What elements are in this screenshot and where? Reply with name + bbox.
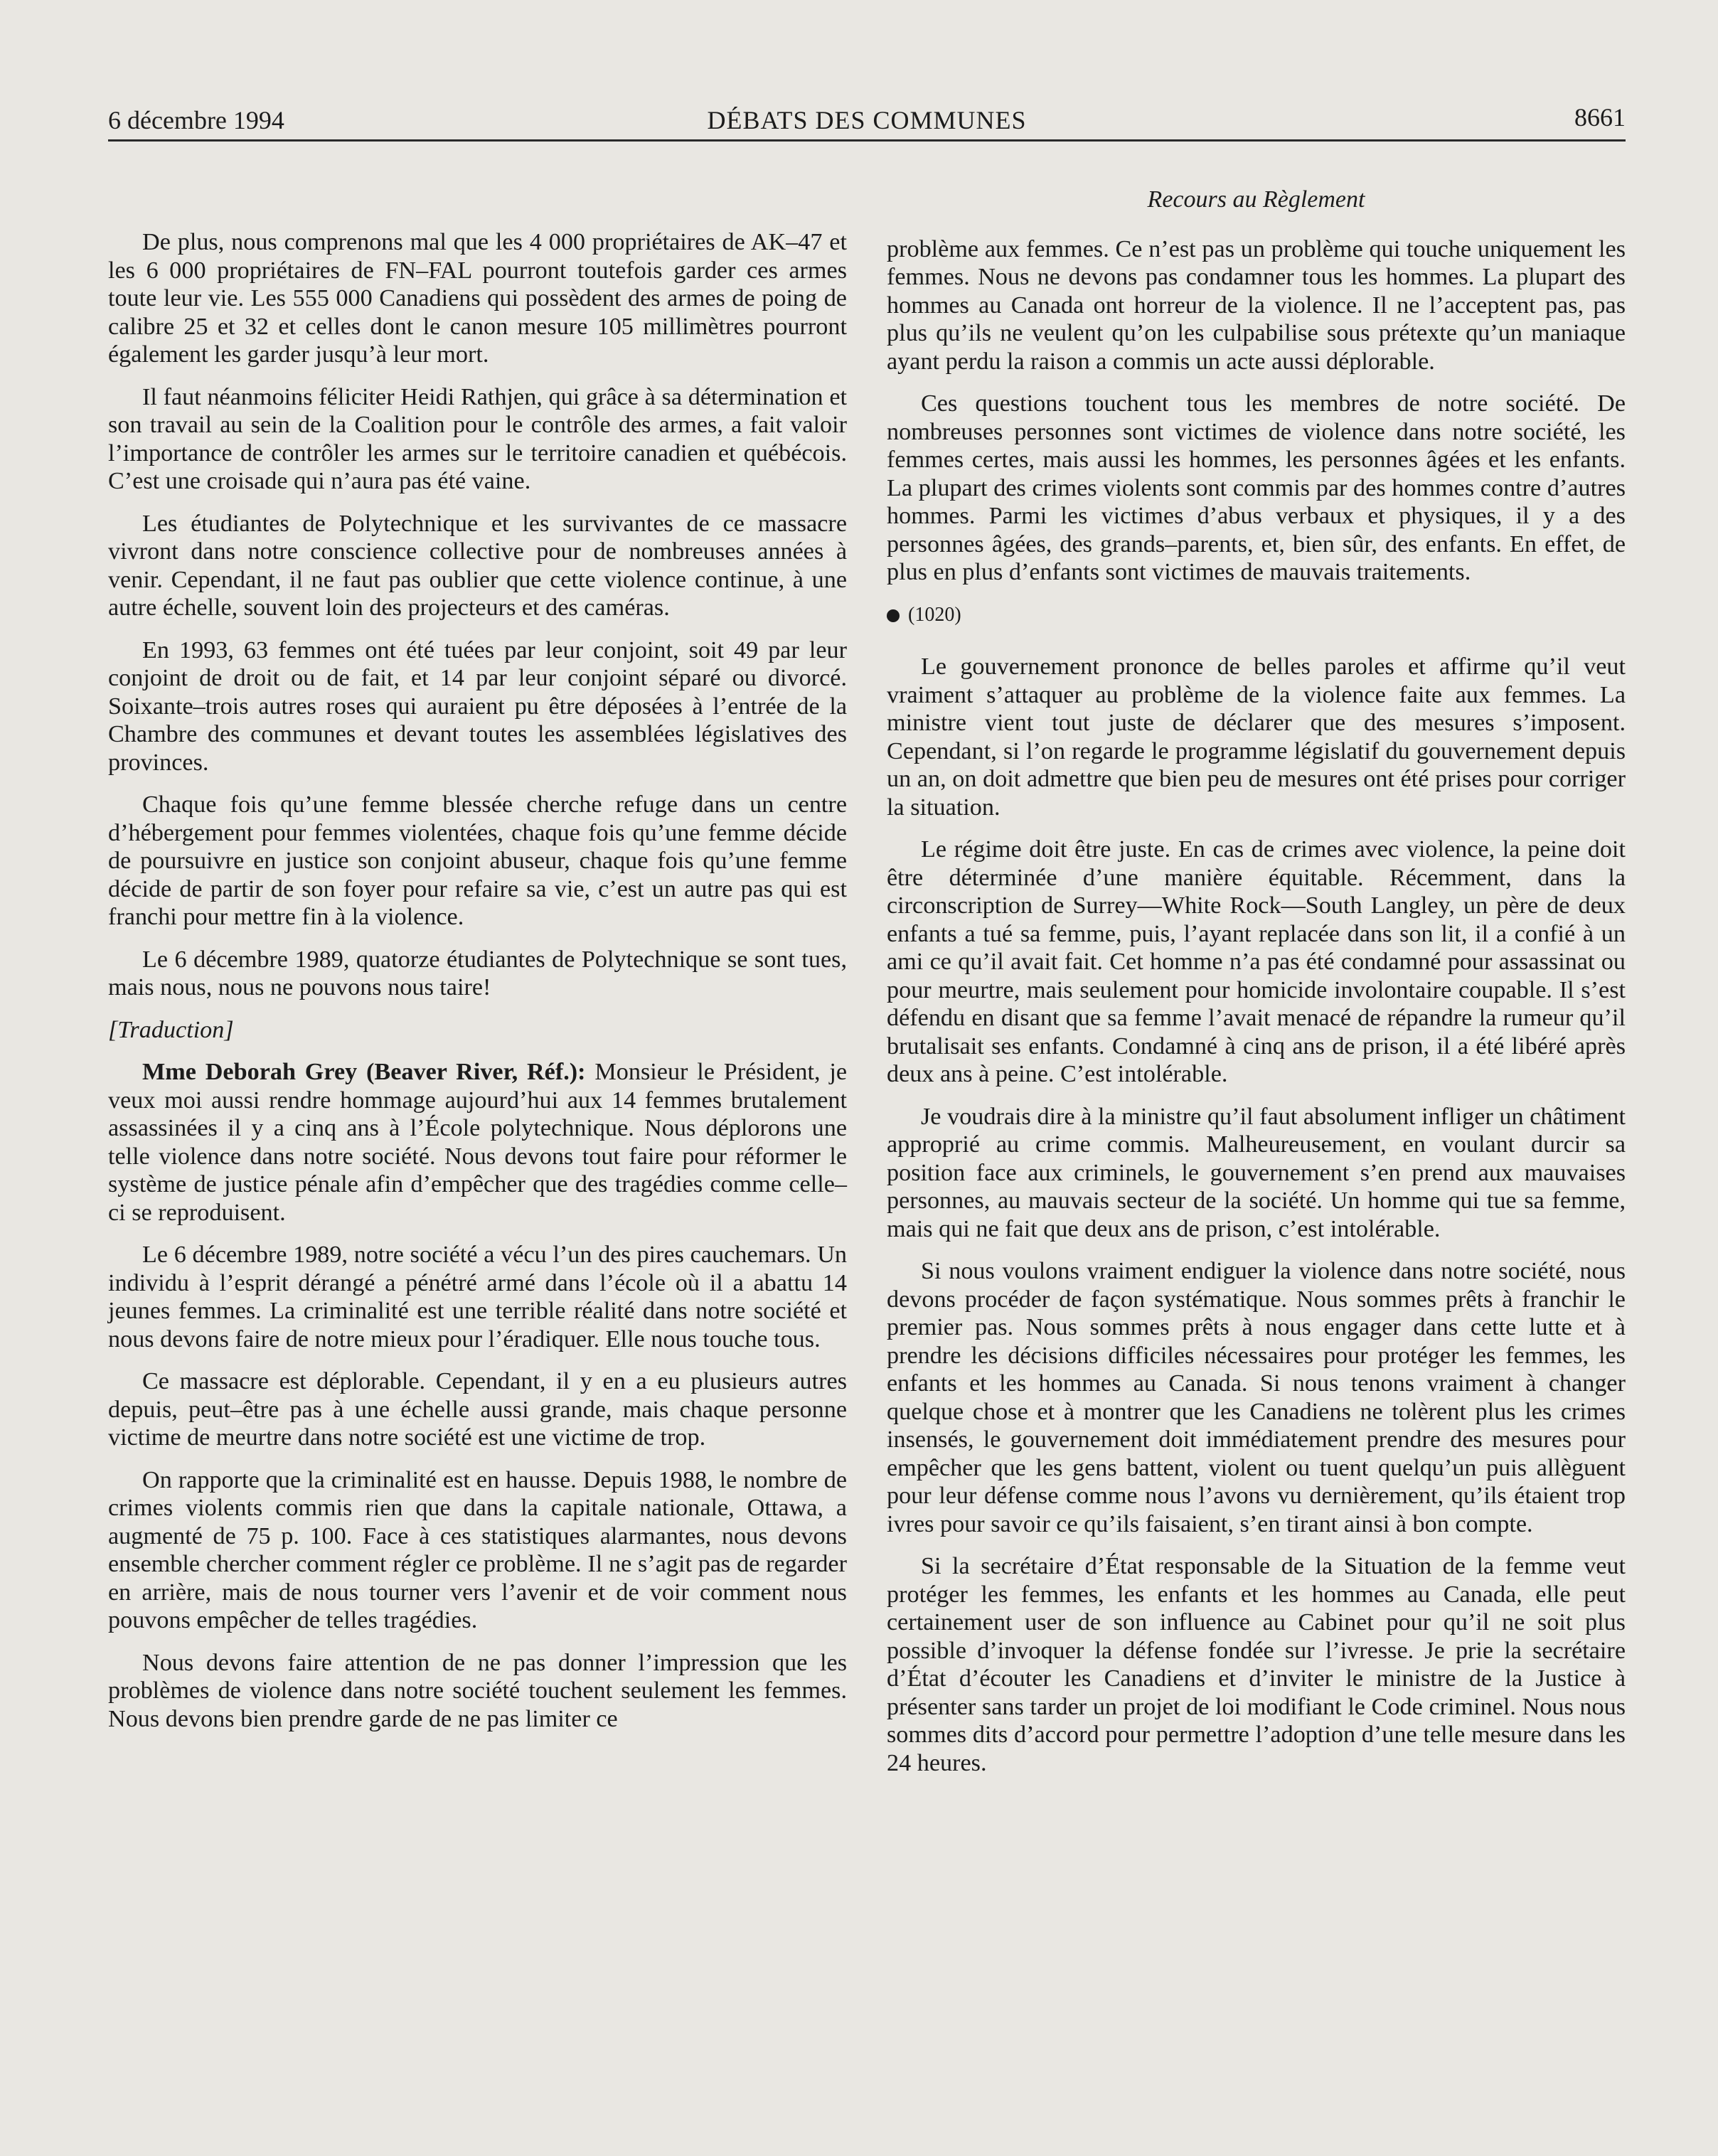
header-date: 6 décembre 1994 <box>108 106 284 134</box>
paragraph: Le 6 décembre 1989, quatorze étudiantes de Polytechnique se sont tues, mais nous, nous ne pouvons nous taire! <box>108 946 847 1000</box>
paragraph: Le régime doit être juste. En cas de crimes avec violence, la peine doit être déterminée d’une manière équitable. Récemment, dans la circonscription de Surrey—White Rock—South Langley, un père de deux enfants a tué sa femme, puis, l’ayant replacée dans son lit, il a confié à un ami ce qu’il avait fait. Cet homme n’a pas été condamné pour assassinat ou pour meurtre, mais seulement pour homicide involontaire coupable. Il s’est défendu en disant que sa femme l’avait menacé de répandre la rumeur qu’il brutalisait ses enfants. Condamné à cinq ans de prison, il a été libéré après deux ans à peine. C’est intolérable. <box>887 836 1626 1087</box>
speaker-name: Mme Deborah Grey (Beaver River, Réf.): <box>142 1059 586 1085</box>
page-header <box>108 100 1626 142</box>
paragraph: On rapporte que la criminalité est en hausse. Depuis 1988, le nombre de crimes violents commis rien que dans la capitale nationale, Ottawa, a augmenté de 75 p. 100. Face à ces statistiques alarmantes, nous devons ensemble chercher comment régler ce problème. Il ne s’agit pas de regarder en arrière, mais de nous tourner vers l’avenir et de voir comment nous pouvons empêcher de telles tragédies. <box>108 1466 847 1633</box>
timestamp-text: (1020) <box>908 603 961 626</box>
bullet-icon <box>887 609 900 622</box>
paragraph: problème aux femmes. Ce n’est pas un problème qui touche uniquement les femmes. Nous ne devons pas condamner tous les hommes. La plupart des hommes au Canada ont horreur de la violence. Il ne l’acceptent pas, pas plus qu’ils ne veulent qu’on les culpabilise sous prétexte qu’un maniaque ayant perdu la raison a commis un acte aussi déplorable. <box>887 235 1626 375</box>
speaker-paragraph <box>108 1058 847 1227</box>
section-title: Recours au Règlement <box>1147 186 1365 213</box>
text-columns <box>108 186 1626 1791</box>
traduction-label: [Traduction] <box>108 1016 234 1043</box>
paragraph: Si la secrétaire d’État responsable de la Situation de la femme veut protéger les femmes, les enfants et les hommes au Canada, elle peut certainement user de son influence au Cabinet pour qu’il ne soit plus possible d’invoquer la défense fondée sur l’ivresse. Je prie la secrétaire d’État d’écouter les Canadiens et d’inviter le ministre de la Justice à présenter sans tarder un projet de loi modifiant le Code criminel. Nous nous sommes dits d’accord pour permettre l’adoption d’une telle mesure dans les 24 heures. <box>887 1553 1626 1776</box>
header-title: DÉBATS DES COMMUNES <box>707 106 1027 134</box>
paragraph: Je voudrais dire à la ministre qu’il faut absolument infliger un châtiment approprié au crime commis. Malheureusement, en voulant durcir sa position face aux criminels, le gouvernement s’en prend aux mauvaises personnes, au mauvais secteur de la société. Un homme qui tue sa femme, mais qui ne fait que deux ans de prison, c’est intolérable. <box>887 1103 1626 1242</box>
page-number: 8661 <box>1574 103 1626 132</box>
paragraph: Les étudiantes de Polytechnique et les survivantes de ce massacre vivront dans notre conscience collective pour de nombreuses années à venir. Cependant, il ne faut pas oublier que cette violence continue, à une autre échelle, souvent loin des projecteurs et des caméras. <box>108 510 847 621</box>
paragraph: Nous devons faire attention de ne pas donner l’impression que les problèmes de violence dans notre société touchent seulement les femmes. Nous devons bien prendre garde de ne pas limiter ce <box>108 1649 847 1732</box>
paragraph: Il faut néanmoins féliciter Heidi Rathjen, qui grâce à sa détermination et son travail au sein de la Coalition pour le contrôle des armes, a fait valoir l’importance de contrôler les armes sur le territoire canadien et québécois. C’est une croisade qui n’aura pas été vaine. <box>108 383 847 494</box>
timestamp <box>887 601 1626 629</box>
paragraph: Si nous voulons vraiment endiguer la violence dans notre société, nous devons procéder de façon systématique. Nous sommes prêts à franchir le premier pas. Nous sommes prêts à nous engager dans cette lutte et à prendre les décisions difficiles nécessaires pour protéger les femmes, les enfants et les hommes au Canada. Si nous tenons vraiment à changer quelque chose et à montrer que les Canadiens ne tolèrent plus les crimes insensés, le gouvernement doit immédiatement prendre des mesures pour empêcher que les gens battent, violent ou tuent quelqu’un puis allèguent pour leur défense comme nous l’avons vu dernièrement, qu’ils étaient trop ivres pour savoir ce qu’ils faisaient, s’en tirant ainsi à bon compte. <box>887 1258 1626 1537</box>
paragraph: Le 6 décembre 1989, notre société a vécu l’un des pires cauchemars. Un individu à l’esprit dérangé a pénétré armé dans l’école où il a abattu 14 jeunes femmes. La criminalité est une terrible réalité dans notre société et nous devons faire de notre mieux pour l’éradiquer. Elle nous touche tous. <box>108 1242 847 1352</box>
speaker-text: Monsieur le Président, je veux moi aussi rendre hommage aujourd’hui aux 14 femmes brutalement assassinées il y a cinq ans à l’École polytechnique. Nous déplorons une telle violence dans notre société. Nous devons tout faire pour réformer le système de justice pénale afin d’empêcher que des tragédies comme celle–ci se reproduisent. <box>108 1059 848 1226</box>
paragraph: En 1993, 63 femmes ont été tuées par leur conjoint, soit 49 par leur conjoint de droit ou de fait, et 14 par leur conjoint séparé ou divorcé. Soixante–trois autres roses qui auraient pu être déposées à l’entrée de la Chambre des communes et devant toutes les assemblées législatives des provinces. <box>108 636 847 776</box>
paragraph: Chaque fois qu’une femme blessée cherche refuge dans un centre d’hébergement pour femmes violentées, chaque fois qu’une femme décide de poursuivre en justice son conjoint abuseur, chaque fois qu’une femme décide de partir de son foyer pour refaire sa vie, c’est un autre pas qui est franchi pour mettre fin à la violence. <box>108 791 847 930</box>
left-column <box>108 186 847 1791</box>
paragraph: Ce massacre est déplorable. Cependant, il y en a eu plusieurs autres depuis, peut–être pas à une échelle aussi grande, mais chaque personne victime de meurtre dans notre société est une victime de trop. <box>108 1368 847 1451</box>
paragraph: Le gouvernement prononce de belles paroles et affirme qu’il veut vraiment s’attaquer au problème de la violence faite aux femmes. La ministre vient tout juste de déclarer que des mesures s’imposent. Cependant, si l’on regarde le programme législatif du gouvernement depuis un an, on doit admettre que bien peu de mesures ont été prises pour corriger la situation. <box>887 653 1626 821</box>
paragraph: De plus, nous comprenons mal que les 4 000 propriétaires de AK–47 et les 6 000 propriétaires de FN–FAL pourront toutefois garder ces armes toute leur vie. Les 555 000 Canadiens qui possèdent des armes de poing de calibre 25 et 32 et celles dont le canon mesure 105 millimètres pourront également les garder jusqu’à leur mort. <box>108 229 847 368</box>
right-column <box>887 186 1626 1791</box>
paragraph: Ces questions touchent tous les membres de notre société. De nombreuses personnes sont victimes de violence dans notre société, les femmes certes, mais aussi les hommes, les personnes âgées et les enfants. La plupart des crimes violents sont commis par des hommes contre d’autres hommes. Parmi les victimes d’abus verbaux et physiques, il y a des personnes âgées, des grands–parents, et, bien sûr, des enfants. En effet, de plus en plus d’enfants sont victimes de mauvais traitements. <box>887 390 1626 585</box>
